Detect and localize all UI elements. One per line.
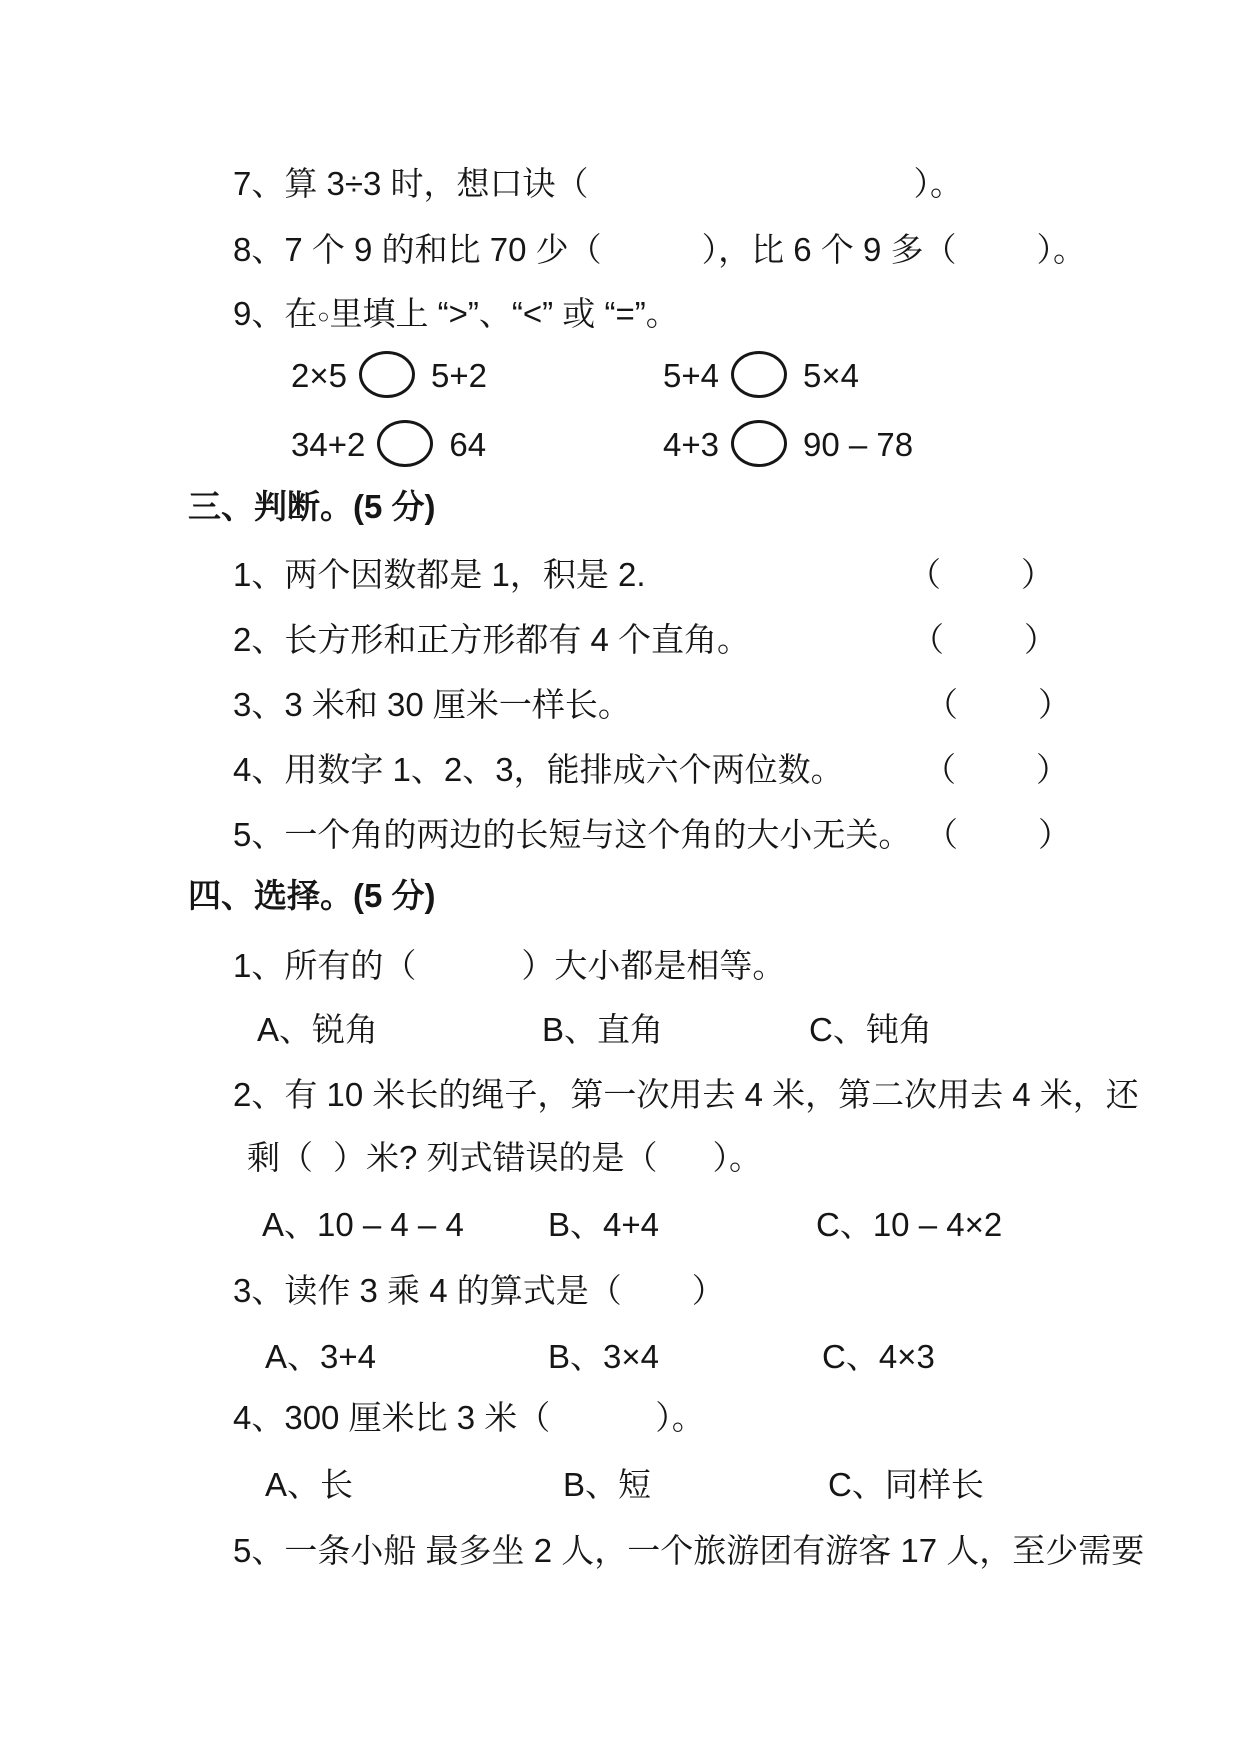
choice-question-3-close: ） [691,1272,725,1309]
choice-question-2-line1: 2、有 10 米长的绳子，第一次用去 4 米，第二次用去 4 米，还 [233,1076,1139,1113]
choice-question-5: 5、一条小船 最多坐 2 人，一个旅游团有游客 17 人，至少需要 [233,1532,1145,1569]
paren-close: ） [1038,816,1071,853]
judge-answer-parens [908,542,1054,608]
choice-question-1-close: ）大小都是相等。 [521,947,786,984]
choice-question-3-text: 3、读作 3 乘 4 的算式是（ [233,1272,622,1309]
comparison-circle [731,351,787,398]
comparison-right-expr: 5+2 [430,357,487,394]
fill-question-8-text: 8、7 个 9 的和比 70 少（ [233,231,602,268]
option-b: B、短 [563,1466,652,1503]
fill-question-7-close: ）。 [913,165,964,202]
judge-item-text: 1、两个因数都是 1，积是 2. [233,556,646,593]
fill-question-9-tail: 里填上 “>”、“<” 或 “=”。 [329,295,679,332]
paren-open: （ [925,816,958,853]
judge-item-text: 3、3 米和 30 厘米一样长。 [233,686,631,723]
option-a: A、长 [265,1466,354,1503]
answer-blank [956,780,1036,781]
option-b: B、4+4 [548,1206,659,1243]
choice-question-3 [0,1258,1241,1324]
fill-question-8-close: ）。 [1036,231,1086,268]
comparison-circle [731,420,787,467]
fill-question-8-mid: ），比 6 个 9 多（ [701,231,957,268]
paren-close: ） [1038,686,1071,723]
answer-blank [944,650,1024,651]
option-a: A、锐角 [257,1011,379,1048]
fill-question-7-text: 7、算 3÷3 时，想口诀（ [233,165,589,202]
choice-question-2-line2-close: ）。 [712,1139,763,1176]
option-c: C、10 – 4×2 [816,1206,1003,1243]
comparison-circle [377,420,433,467]
option-c: C、同样长 [828,1466,984,1503]
judge-item-1 [0,542,1241,608]
fill-question-7 [0,151,1241,217]
answer-blank [416,976,521,977]
choice-question-2-options [0,1192,1241,1258]
fill-question-9 [0,281,1241,347]
answer-blank [602,260,702,261]
choice-question-4-close: ）。 [655,1399,705,1436]
judge-answer-parens [923,737,1069,803]
comparison-pair [663,412,913,478]
option-c: C、钝角 [809,1011,932,1048]
comparison-row-1 [0,343,1241,409]
answer-blank [313,1168,333,1169]
paren-close: ） [1024,621,1057,658]
paren-close: ） [1021,556,1054,593]
comparison-pair [291,343,487,409]
paren-open: （ [908,556,941,593]
paren-open: （ [911,621,944,658]
comparison-right-expr: 90 – 78 [802,426,914,463]
answer-blank [958,715,1038,716]
paren-open: （ [923,751,956,788]
judge-item-5 [0,802,1241,868]
judge-item-3 [0,672,1241,738]
choice-question-2-line2 [0,1125,1241,1191]
comparison-left-expr: 5+4 [663,357,719,394]
answer-blank [958,845,1038,846]
comparison-left-expr: 2×5 [291,357,347,394]
choice-question-2-line2-lead: 剩（ [247,1139,313,1176]
answer-blank [589,194,914,195]
comparison-right-expr: 5×4 [802,357,859,394]
judge-item-text: 5、一个角的两边的长短与这个角的大小无关。 [233,816,912,853]
answer-blank [550,1428,655,1429]
paren-close: ） [1036,751,1069,788]
comparison-left-expr: 34+2 [291,426,366,463]
fill-question-9-lead: 9、在 [233,295,318,332]
choice-question-2-line2-mid: ）米? 列式错误的是（ [333,1139,658,1176]
section-choice-heading: 四、选择。(5 分) [188,877,436,914]
choice-question-1-options [0,997,1241,1063]
fill-question-8 [0,217,1241,283]
comparison-pair [291,412,486,478]
choice-question-4-options [0,1452,1241,1518]
choice-question-1-text: 1、所有的（ [233,947,417,984]
option-c: C、4×3 [822,1338,935,1375]
choice-question-1 [0,933,1241,999]
answer-blank [658,1168,713,1169]
comparison-circle [359,351,415,398]
judge-item-2 [0,607,1241,673]
option-b: B、3×4 [548,1338,659,1375]
answer-blank [941,585,1021,586]
judge-answer-parens [925,802,1071,868]
comparison-right-expr: 64 [449,426,487,463]
choice-question-3-options [0,1324,1241,1390]
section-judge-heading: 三、判断。(5 分) [188,488,436,525]
comparison-row-2 [0,412,1241,478]
answer-blank [957,260,1037,261]
option-b: B、直角 [542,1011,664,1048]
option-a: A、10 – 4 – 4 [262,1206,464,1243]
judge-answer-parens [925,672,1071,738]
comparison-left-expr: 4+3 [663,426,719,463]
judge-item-text: 2、长方形和正方形都有 4 个直角。 [233,621,751,658]
judge-item-4 [0,737,1241,803]
paren-open: （ [925,686,958,723]
judge-answer-parens [911,607,1057,673]
answer-blank [622,1301,692,1302]
choice-question-4-text: 4、300 厘米比 3 米（ [233,1399,551,1436]
option-a: A、3+4 [265,1338,376,1375]
choice-question-4 [0,1385,1241,1451]
judge-item-text: 4、用数字 1、2、3，能排成六个两位数。 [233,751,844,788]
circle-placeholder-symbol: ○ [317,306,330,328]
comparison-pair [663,343,859,409]
